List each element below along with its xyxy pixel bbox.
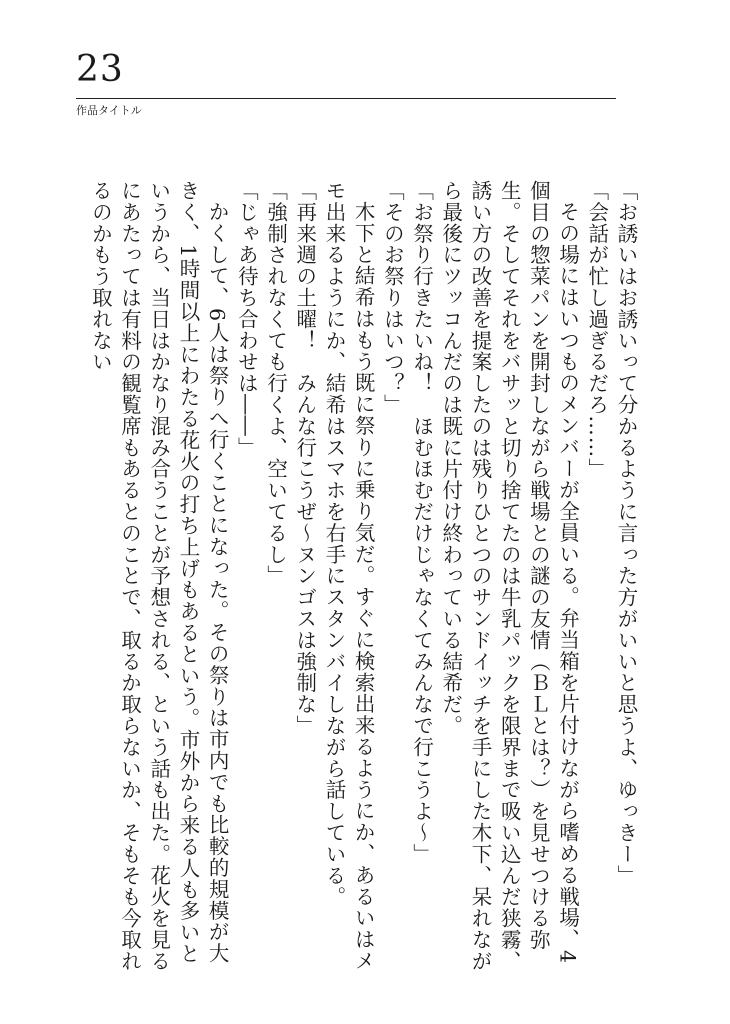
page-number: 23 [76, 49, 124, 90]
header-divider [76, 98, 616, 99]
dialogue-line: 「強制されなくても行くよ、空いてるし」 [263, 180, 288, 587]
novel-body-text [64, 180, 640, 980]
work-title: 作品タイトル [76, 104, 142, 117]
dialogue-line: 「会話が忙し過ぎるだろ……」 [584, 180, 609, 480]
dialogue-line: 「お誘いはお誘いって分かるように言った方がいいと思うよ、ゆっきー」 [614, 180, 638, 887]
dialogue-line: 「じゃあ待ち合わせは――」 [234, 180, 259, 459]
dialogue-line: 「そのお祭りはいつ？」 [380, 180, 405, 416]
narration-paragraph: 木下と結希はもう既に祭りに乗り気だ。すぐに検索出来るようにか、あるいはメモ出来るようにか、結希はスマホを右手にスタンバイしながら話している。 [321, 180, 376, 971]
narration-paragraph: その場にはいつものメンバーが全員いる。弁当箱を片付けながら嗜める戦場、4個目の惣菜パンを開封しながら戦場との謎の友情（ＢＬとは？）を見せつける弥生。そしてそれをバサッと切り捨てたのは牛乳パックを限界まで吸い込んだ狭霧、誘い方の改善を提案したのは残りひとつのサンドイッチを手にした木下、呆れながら最後にツッコんだのは既に片付け終わっている結希だ。 [438, 180, 580, 972]
dialogue-line: 「お祭り行きたいね！ ほむほむだけじゃなくてみんなで行こうよ～」 [409, 180, 434, 865]
dialogue-line: 「再来週の土曜！ みんな行こうぜ～ヌンゴスは強制な」 [292, 180, 317, 737]
narration-paragraph: かくして、6人は祭りへ行くことになった。その祭りは市内でも比較的規模が大きく、1時間以上にわたる花火の打ち上げもあるという。市外から来る人も多いというから、当日はかなり混み合うことが予想される、という話も出た。花火を見るにあたっては有料の観覧席もあるとのことで、取るか取らないか、そもそも今取れるのかもう取れない [88, 180, 230, 972]
